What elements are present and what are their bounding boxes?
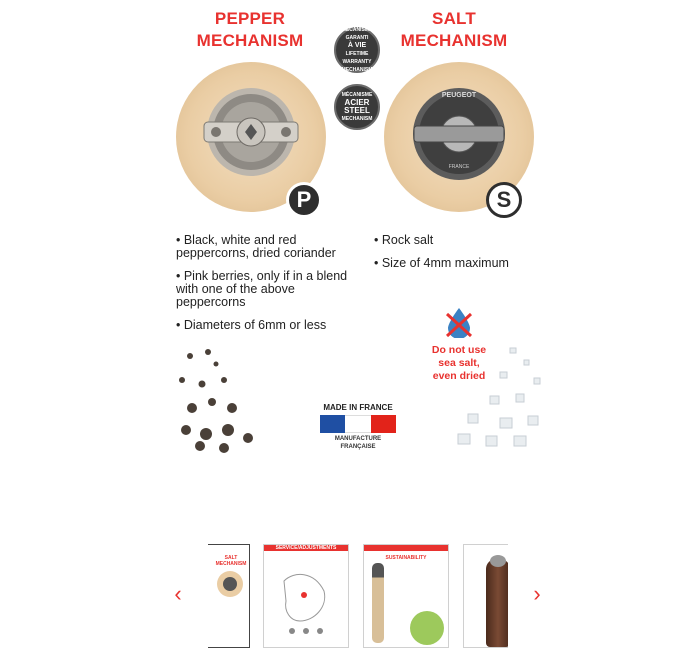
thumb-title: SUSTAINABILITY <box>385 555 427 561</box>
manufacture-text: MANUFACTURE FRANÇAISE <box>334 436 382 450</box>
salt-title: SALT MECHANISM <box>400 9 508 50</box>
carousel-next-button[interactable] <box>529 583 545 605</box>
salt-mechanism-country: FRANCE <box>448 164 470 170</box>
salt-bullet: • Size of 4mm maximum <box>374 256 509 270</box>
sea-salt-warning: Do not use sea salt, even dried <box>431 344 487 382</box>
pepper-bullet: • Diameters of 6mm or less <box>176 318 327 332</box>
thumb-header-bar <box>364 545 448 551</box>
salt-letter-badge: S <box>486 182 522 218</box>
salt-bullet: • Rock salt <box>374 233 434 247</box>
chevron-left-icon: ‹ <box>174 581 182 606</box>
no-sea-salt-icon <box>444 306 474 338</box>
thumb-sustainability[interactable] <box>363 544 449 648</box>
thumb-title: SALT MECHANISM <box>215 555 247 567</box>
salt-bullets <box>374 234 544 280</box>
thumb-salt-mechanism[interactable] <box>208 544 250 648</box>
thumbnail-strip <box>208 544 508 650</box>
pepper-letter-badge: P <box>286 182 322 218</box>
peppercorns-image <box>172 346 262 456</box>
salt-mechanism-brand: PEUGEOT <box>441 92 477 99</box>
thumb-product-photo[interactable] <box>463 544 508 648</box>
french-flag-icon <box>320 415 396 433</box>
chevron-right-icon: › <box>533 581 541 606</box>
pepper-bullet: • Black, white and red peppercorns, dried coriander <box>176 233 336 260</box>
thumb-how-to-use[interactable] <box>263 544 349 648</box>
hand-illustration <box>264 551 348 641</box>
thumb-title: SERVICE/ADJUSTMENTS <box>264 545 348 551</box>
made-in-france-label <box>317 403 399 450</box>
salt-crystals-image <box>450 338 546 450</box>
pepper-bullet: • Pink berries, only if in a blend with one of the above peppercorns <box>176 269 348 309</box>
steel-badge: MÉCANISME ACIER STEEL MECHANISM <box>334 84 380 130</box>
made-in-france-text: MADE IN FRANCE <box>323 403 393 412</box>
carousel-prev-button[interactable] <box>170 583 186 605</box>
pepper-title: PEPPER MECHANISM <box>196 9 304 50</box>
lifetime-warranty-badge: MÉCANISME GARANTI À VIE LIFETIME WARRANTY MECHANISM <box>334 27 380 73</box>
pepper-bullets <box>176 234 366 342</box>
